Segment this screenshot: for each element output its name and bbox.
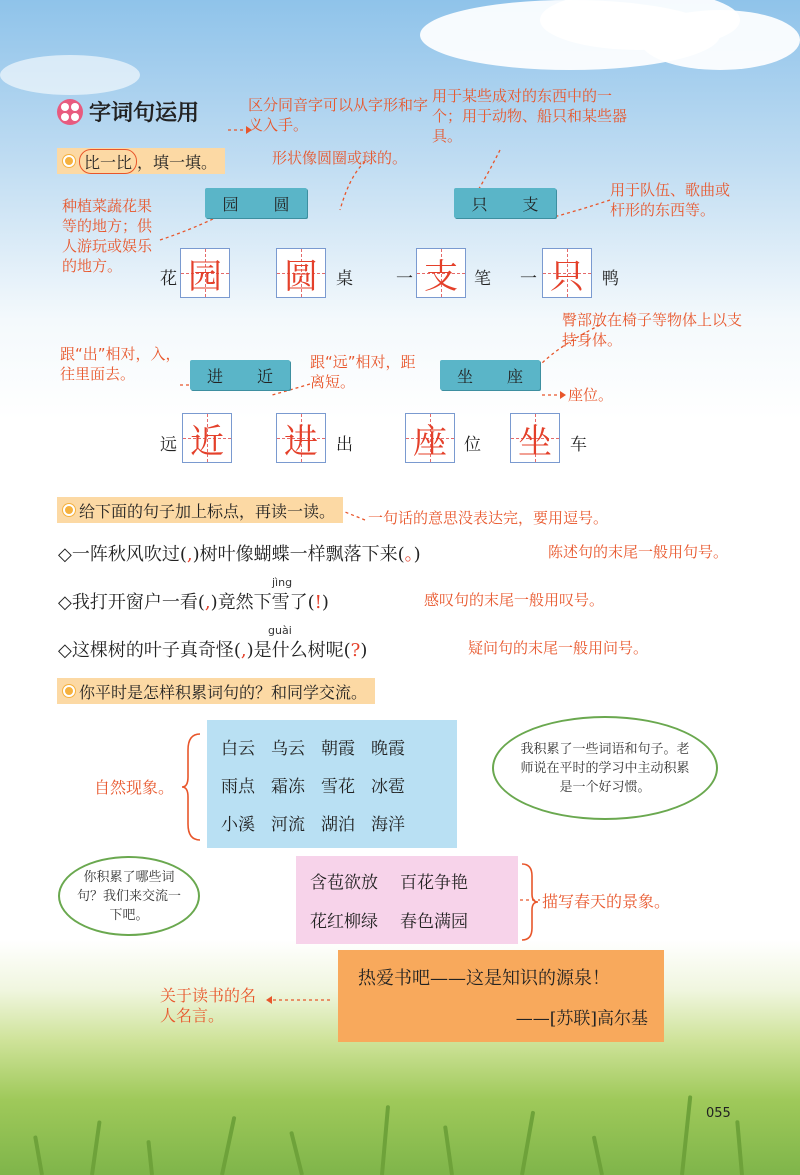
page-number: 055 [706, 1106, 731, 1121]
answer-char: 近 [190, 421, 224, 462]
answer-char: 进 [284, 421, 318, 462]
word: 花 [160, 269, 177, 289]
brace-icon [520, 862, 540, 942]
note-sit: 臀部放在椅子等物体上以支持身体。 [562, 311, 743, 349]
pair-box-zhi: 只 支 [454, 188, 556, 218]
note-seat: 座位。 [568, 386, 614, 404]
bullet-icon [63, 685, 75, 697]
answer-char: 圆 [284, 256, 318, 297]
writing-grid[interactable] [416, 248, 466, 298]
note-exclaim: 感叹句的末尾一般用叹号。 [424, 591, 605, 609]
speech-bubble-2: 你积累了哪些词句？我们来交流一下吧。 [58, 856, 200, 936]
pinyin: jìng [272, 576, 293, 589]
bullet-icon [63, 504, 75, 516]
punct-answer[interactable]: , [240, 640, 247, 661]
writing-grid[interactable] [276, 248, 326, 298]
brace-icon [180, 732, 204, 842]
nature-words-box: 白云 乌云 朝霞 晚霞 雨点 霜冻 雪花 冰雹 小溪 河流 湖泊 海洋 [207, 720, 457, 848]
sentence-3: ◇这棵树的叶子真奇怪(,)是什么树呢(?) [58, 640, 368, 661]
punct-answer[interactable]: ? [350, 640, 361, 661]
writing-grid[interactable] [542, 248, 592, 298]
note-enter: 跟“出”相对，入，往里面去。 [60, 345, 181, 383]
word: 一 [520, 269, 537, 289]
word: 远 [160, 435, 177, 455]
speech-bubble-1: 我积累了一些词语和句子。老师说在平时的学习中主动积累是一个好习惯。 [492, 716, 718, 820]
page-title: 字词句运用 [89, 101, 200, 126]
writing-grid[interactable] [405, 413, 455, 463]
word: 一 [396, 269, 413, 289]
punct-answer[interactable]: ! [314, 592, 322, 613]
word: 桌 [336, 269, 353, 289]
note-zhi-branch: 用于队伍、歌曲或杆形的东西等。 [610, 181, 731, 219]
note-homophone: 区分同音字可以从字形和字义入手。 [248, 96, 429, 134]
pinyin: guài [268, 624, 292, 637]
note-period: 陈述句的末尾一般用句号。 [548, 543, 729, 561]
answer-char: 只 [550, 256, 584, 297]
section-2-heading: 给下面的句子加上标点，再读一读。 [57, 497, 343, 523]
quote-label: 关于读书的名人名言。 [160, 986, 257, 1025]
answer-char: 座 [413, 421, 447, 462]
punct-answer[interactable]: 。 [404, 544, 414, 565]
section-1-heading [57, 148, 225, 174]
note-round: 形状像圆圈或球的。 [272, 149, 408, 167]
writing-grid[interactable] [510, 413, 560, 463]
fill-label: ，填一填。 [137, 152, 218, 172]
spring-words-box: 含苞欲放 百花争艳 花红柳绿 春色满园 [296, 856, 518, 944]
punct-answer[interactable]: , [186, 544, 193, 565]
pair-box-jin: 进 近 [190, 360, 290, 390]
answer-char: 支 [424, 256, 458, 297]
word: 车 [570, 435, 587, 455]
spring-label: 描写春天的景象。 [542, 892, 671, 911]
note-comma: 一句话的意思没表达完，要用逗号。 [368, 509, 609, 527]
punct-answer[interactable]: , [204, 592, 211, 613]
writing-grid[interactable] [182, 413, 232, 463]
writing-grid[interactable] [276, 413, 326, 463]
word: 出 [336, 435, 353, 455]
word: 笔 [474, 269, 491, 289]
quote-text: 热爱书吧——这是知识的源泉！ [358, 968, 610, 989]
note-near: 跟“远”相对，距离短。 [310, 353, 416, 391]
note-zhi-one: 用于某些成对的东西中的一个；用于动物、船只和某些器具。 [432, 87, 628, 145]
word: 鸭 [602, 269, 619, 289]
writing-grid[interactable] [180, 248, 230, 298]
quote-author: ——[苏联]高尔基 [515, 1009, 648, 1029]
compare-label: 比一比 [79, 149, 137, 174]
word: 位 [464, 435, 481, 455]
pair-box-yuan: 园 圆 [205, 188, 307, 218]
note-question: 疑问句的末尾一般用问号。 [468, 639, 649, 657]
answer-char: 园 [188, 256, 222, 297]
section-3-heading: 你平时是怎样积累词句的？和同学交流。 [57, 678, 375, 704]
bullet-icon [63, 155, 75, 167]
nature-label: 自然现象。 [94, 778, 175, 797]
pair-box-zuo: 坐 座 [440, 360, 540, 390]
quote-box [338, 950, 664, 1042]
note-garden: 种植菜蔬花果等的地方；供人游玩或娱乐的地方。 [62, 197, 153, 275]
answer-char: 坐 [518, 421, 552, 462]
sentence-1: ◇一阵秋风吹过(,)树叶像蝴蝶一样飘落下来(。) [58, 544, 421, 565]
sentence-2: ◇我打开窗户一看(,)竟然下雪了(!) [58, 592, 329, 613]
